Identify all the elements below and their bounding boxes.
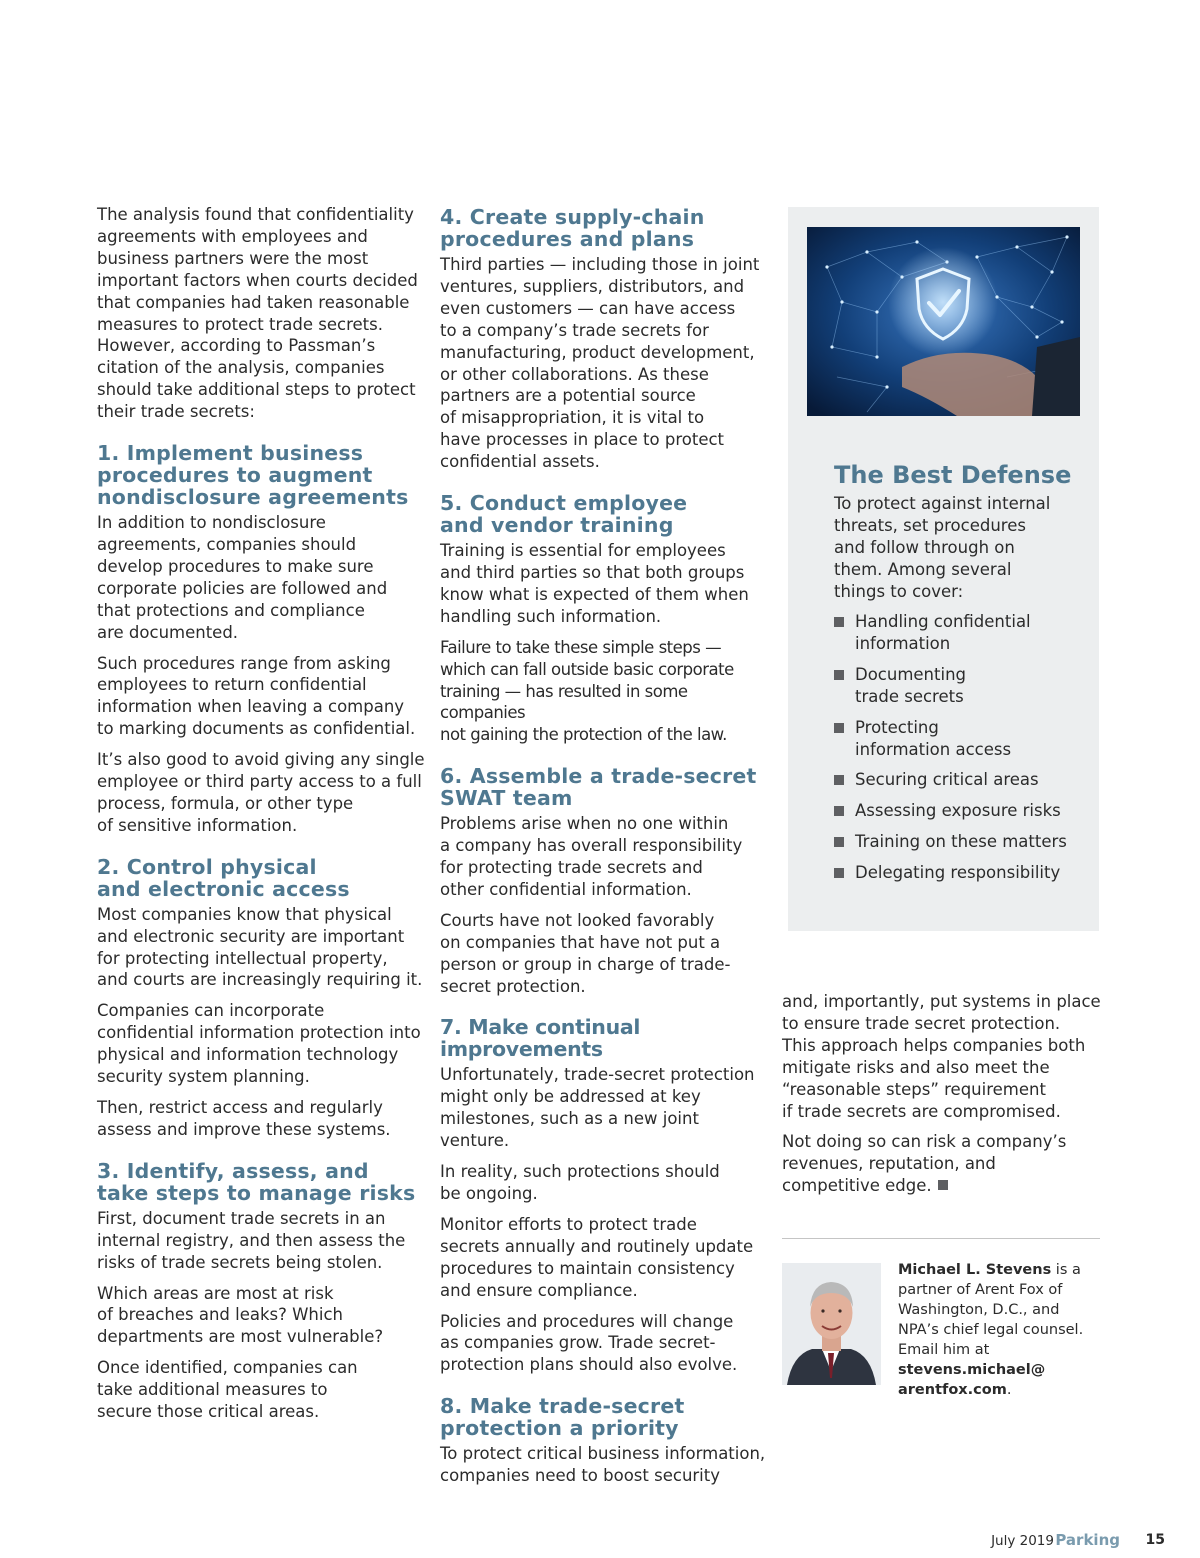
sidebar-title: The Best Defense (834, 461, 1072, 489)
article-column-1 (97, 204, 427, 1432)
sidebar-list (834, 611, 1084, 893)
paragraph: Once identified, companies can take additional measures to secure those critical areas. (97, 1358, 358, 1422)
list-item: Handling confidential information (834, 611, 1084, 655)
paragraph: Which areas are most at risk of breaches and leaks? Which departments are most vulnerable? (97, 1283, 384, 1347)
author-photo (782, 1263, 881, 1385)
paragraph: Policies and procedures will change as companies grow. Trade secret- protection plans should also evolve. (440, 1311, 738, 1375)
section-heading-8: 8. Make trade-secret protection a priority (440, 1394, 685, 1441)
closing-paragraph: Not doing so can risk a company’s revenues, reputation, and competitive edge. (782, 1132, 1067, 1196)
square-bullet-icon (834, 837, 844, 847)
section-heading-2: 2. Control physical and electronic access (97, 854, 350, 901)
section-heading-4: 4. Create supply-chain procedures and plans (440, 205, 705, 251)
list-item: Delegating responsibility (834, 862, 1084, 884)
paragraph: Courts have not looked favorably on companies that have not put a person or group in charge of trade- secret protection. (440, 910, 731, 996)
section-heading-3: 3. Identify, assess, and take steps to manage risks (97, 1158, 416, 1205)
paragraph: First, document trade secrets in an internal registry, and then assess the risks of trade secrets being stolen. (97, 1208, 406, 1272)
square-bullet-icon (834, 868, 844, 878)
page-footer (0, 1531, 1200, 1551)
paragraph: Unfortunately, trade-secret protection might only be addressed at key milestones, such as a new joint venture. (440, 1065, 755, 1151)
paragraph: Training is essential for employees and third parties so that both groups know what is expected of them when handling such information. (440, 541, 749, 626)
square-bullet-icon (834, 806, 844, 816)
article-column-3 (782, 991, 1102, 1206)
list-item: Documenting trade secrets (834, 664, 1084, 708)
paragraph: Third parties — including those in joint ventures, suppliers, distributors, and even customers — can have access to a company’s trade secrets for manufacturing, product development, or other collaborations. As these partners are a potential source of misappropriation, it is vital to have processes in place to protect confidential assets. (440, 255, 760, 472)
paragraph: Companies can incorporate confidential information protection into physical and information technology security system planning. (97, 1001, 421, 1087)
list-item: Assessing exposure risks (834, 800, 1084, 822)
square-bullet-icon (834, 617, 844, 627)
square-bullet-icon (834, 723, 844, 733)
paragraph: In addition to nondisclosure agreements, companies should develop procedures to make sure corporate policies are followed and that protections and compliance are documented. (97, 513, 388, 642)
paragraph: Most companies know that physical and electronic security are important for protecting intellectual property, and courts are increasingly requiring it. (97, 904, 423, 990)
square-bullet-icon (834, 775, 844, 785)
paragraph: It’s also good to avoid giving any single employee or third party access to a full process, formula, or other type of sensitive information. (97, 750, 425, 835)
section-heading-7: 7. Make continual improvements (440, 1015, 641, 1062)
issue-date: July 2019 (991, 1533, 1054, 1549)
list-item: Training on these matters (834, 831, 1084, 853)
paragraph: Failure to take these simple steps — which can fall outside basic corporate training — has resulted in some companies not gaining the protection of the law. (440, 637, 734, 745)
author-email: stevens.michael@ arentfox.com (898, 1362, 1046, 1398)
article-column-2 (440, 206, 770, 1496)
sidebar-intro: To protect against internal threats, set procedures and follow through on them. Among several things to cover: (834, 494, 1051, 601)
paragraph: Monitor efforts to protect trade secrets annually and routinely update procedures to maintain consistency and ensure compliance. (440, 1214, 754, 1300)
intro-paragraph: The analysis found that confidentiality agreements with employees and business partners were the most important factors when courts decided that companies had taken reasonable measures to protect trade secrets. However, according to Passman’s citation of the analysis, companies should take additional steps to protect their trade secrets: (97, 205, 418, 422)
publication-name: Parking (1055, 1531, 1120, 1549)
paragraph: Then, restrict access and regularly assess and improve these systems. (97, 1098, 391, 1139)
divider (782, 1238, 1100, 1239)
section-heading-6: 6. Assemble a trade-secret SWAT team (440, 764, 757, 811)
paragraph: Such procedures range from asking employees to return confidential information when leaving a company to marking documents as confidential. (97, 653, 416, 739)
page-number: 15 (1145, 1532, 1165, 1548)
shield-check-icon (807, 227, 1080, 416)
paragraph: Problems arise when no one within a company has overall responsibility for protecting trade secrets and other confidential information. (440, 814, 743, 899)
square-bullet-icon (834, 670, 844, 680)
list-item: Securing critical areas (834, 769, 1084, 791)
author-name: Michael L. Stevens (898, 1262, 1052, 1278)
paragraph: and, importantly, put systems in place to ensure trade secret protection. This approach helps companies both mitigate risks and also meet the “reasonable steps” requirement if trade secrets are compromised. (782, 992, 1101, 1121)
section-heading-1: 1. Implement business procedures to augment nondisclosure agreements (97, 441, 409, 510)
security-shield-photo (807, 227, 1080, 416)
section-heading-5: 5. Conduct employee and vendor training (440, 491, 688, 538)
end-mark-icon (938, 1180, 948, 1190)
sidebar-best-defense (788, 207, 1099, 931)
list-item: Protecting information access (834, 717, 1084, 761)
paragraph: In reality, such protections should be ongoing. (440, 1162, 720, 1203)
author-bio: Michael L. Stevens is a partner of Arent Fox of Washington, D.C., and NPA’s chief legal counsel. Email him at stevens.michael@ arentfox.com. (898, 1262, 1084, 1398)
paragraph: To protect critical business information, companies need to boost security (440, 1444, 766, 1486)
